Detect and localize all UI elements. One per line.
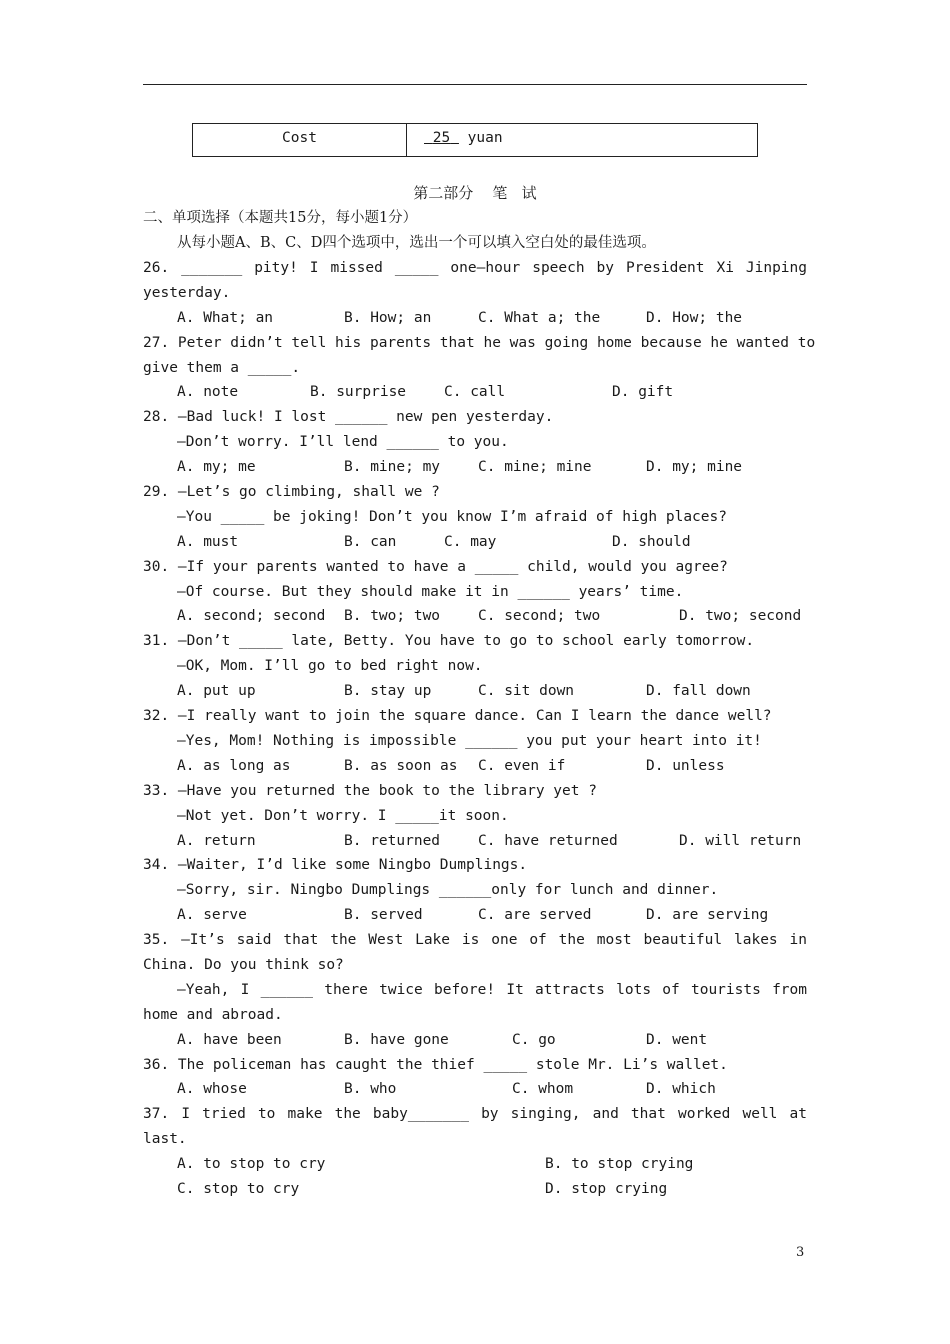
q29-option-b: B. can bbox=[344, 534, 397, 550]
q36-option-d: D. which bbox=[646, 1081, 716, 1097]
q31-option-b: B. stay up bbox=[344, 683, 432, 699]
q29-option-d: D. should bbox=[612, 534, 691, 550]
q28-stem-cont: —Don’t worry. I’ll lend ______ to you. bbox=[177, 434, 509, 450]
q35-option-d: D. went bbox=[646, 1032, 708, 1048]
q26-option-a: A. What; an bbox=[177, 310, 274, 326]
q26-option-b: B. How; an bbox=[344, 310, 432, 326]
q30-option-a: A. second; second bbox=[177, 608, 326, 624]
q30-stem-cont: —Of course. But they should make it in ______ years’ time. bbox=[177, 584, 684, 600]
q32-stem-cont: —Yes, Mom! Nothing is impossible ______ you put your heart into it! bbox=[177, 733, 762, 749]
q26-option-d: D. How; the bbox=[646, 310, 743, 326]
q26-stem-cont: yesterday. bbox=[143, 285, 231, 301]
q26-option-c: C. What a; the bbox=[478, 310, 601, 326]
instruction: 从每小题A、B、C、D四个选项中，选出一个可以填入空白处的最佳选项。 bbox=[177, 235, 656, 251]
q27-stem: 27. Peter didn’t tell his parents that he was going home because he wanted to bbox=[143, 335, 816, 351]
q29-stem: 29. —Let’s go climbing, shall we ? bbox=[143, 484, 440, 500]
q31-option-d: D. fall down bbox=[646, 683, 751, 699]
cost-unit: yuan bbox=[467, 130, 503, 146]
q28-option-b: B. mine; my bbox=[344, 459, 441, 475]
cost-value: 25 bbox=[432, 130, 451, 146]
q33-option-c: C. have returned bbox=[478, 833, 618, 849]
q37-option-c: C. stop to cry bbox=[177, 1181, 300, 1197]
q36-option-b: B. who bbox=[344, 1081, 397, 1097]
q37-stem: 37. I tried to make the baby_______ by singing, and that worked well at bbox=[143, 1106, 807, 1122]
q33-option-d: D. will return bbox=[679, 833, 802, 849]
q35-option-c: C. go bbox=[512, 1032, 556, 1048]
q32-option-c: C. even if bbox=[478, 758, 566, 774]
q37-stem-cont: last. bbox=[143, 1131, 187, 1147]
q27-stem-cont: give them a _____. bbox=[143, 360, 301, 376]
q33-stem-cont: —Not yet. Don’t worry. I _____it soon. bbox=[177, 808, 509, 824]
q30-option-c: C. second; two bbox=[478, 608, 601, 624]
cost-label: Cost bbox=[193, 124, 407, 157]
q34-option-b: B. served bbox=[344, 907, 423, 923]
q35-option-b: B. have gone bbox=[344, 1032, 449, 1048]
q33-stem: 33. —Have you returned the book to the library yet ? bbox=[143, 783, 597, 799]
q32-stem: 32. —I really want to join the square dance. Can I learn the dance well? bbox=[143, 708, 772, 724]
q31-stem-cont: —OK, Mom. I’ll go to bed right now. bbox=[177, 658, 483, 674]
q27-option-a: A. note bbox=[177, 384, 239, 400]
q32-option-b: B. as soon as bbox=[344, 758, 458, 774]
q35-stem-cont: China. Do you think so? bbox=[143, 957, 344, 973]
q31-option-c: C. sit down bbox=[478, 683, 575, 699]
q26-stem: 26. _______ pity! I missed _____ one—hour speech by President Xi Jinping bbox=[143, 260, 807, 276]
q28-stem: 28. —Bad luck! I lost ______ new pen yesterday. bbox=[143, 409, 554, 425]
header-rule bbox=[143, 84, 807, 85]
page-number: 3 bbox=[796, 1245, 805, 1260]
q37-option-a: A. to stop to cry bbox=[177, 1156, 326, 1172]
q27-option-d: D. gift bbox=[612, 384, 674, 400]
q34-option-d: D. are serving bbox=[646, 907, 769, 923]
q29-option-a: A. must bbox=[177, 534, 239, 550]
q32-option-a: A. as long as bbox=[177, 758, 291, 774]
q29-stem-cont: —You _____ be joking! Don’t you know I’m afraid of high places? bbox=[177, 509, 727, 525]
cost-value-cell bbox=[407, 124, 758, 157]
q30-option-b: B. two; two bbox=[344, 608, 441, 624]
q35-option-a: A. have been bbox=[177, 1032, 282, 1048]
q28-option-c: C. mine; mine bbox=[478, 459, 592, 475]
q35-reply-cont: home and abroad. bbox=[143, 1007, 283, 1023]
q35-reply: —Yeah, I ______ there twice before! It attracts lots of tourists from bbox=[177, 982, 807, 998]
q36-stem: 36. The policeman has caught the thief _____ stole Mr. Li’s wallet. bbox=[143, 1057, 728, 1073]
q34-option-c: C. are served bbox=[478, 907, 592, 923]
q27-option-b: B. surprise bbox=[310, 384, 407, 400]
q34-stem-cont: —Sorry, sir. Ningbo Dumplings ______only for lunch and dinner. bbox=[177, 882, 719, 898]
q31-stem: 31. —Don’t _____ late, Betty. You have to go to school early tomorrow. bbox=[143, 633, 755, 649]
q28-option-a: A. my; me bbox=[177, 459, 256, 475]
part-heading: 二、单项选择（本题共15分，每小题1分） bbox=[143, 210, 418, 226]
q30-option-d: D. two; second bbox=[679, 608, 802, 624]
q29-option-c: C. may bbox=[444, 534, 497, 550]
q36-option-c: C. whom bbox=[512, 1081, 574, 1097]
q33-option-b: B. returned bbox=[344, 833, 441, 849]
q31-option-a: A. put up bbox=[177, 683, 256, 699]
q33-option-a: A. return bbox=[177, 833, 256, 849]
q32-option-d: D. unless bbox=[646, 758, 725, 774]
q36-option-a: A. whose bbox=[177, 1081, 247, 1097]
q34-option-a: A. serve bbox=[177, 907, 247, 923]
q37-option-b: B. to stop crying bbox=[545, 1156, 694, 1172]
q34-stem: 34. —Waiter, I’d like some Ningbo Dumplings. bbox=[143, 857, 528, 873]
q28-option-d: D. my; mine bbox=[646, 459, 743, 475]
q35-stem: 35. —It’s said that the West Lake is one of the most beautiful lakes in bbox=[143, 932, 807, 948]
q27-option-c: C. call bbox=[444, 384, 506, 400]
q37-option-d: D. stop crying bbox=[545, 1181, 668, 1197]
q30-stem: 30. —If your parents wanted to have a _____ child, would you agree? bbox=[143, 559, 728, 575]
cost-table bbox=[192, 123, 758, 157]
section-title: 第二部分 笔 试 bbox=[413, 184, 537, 202]
